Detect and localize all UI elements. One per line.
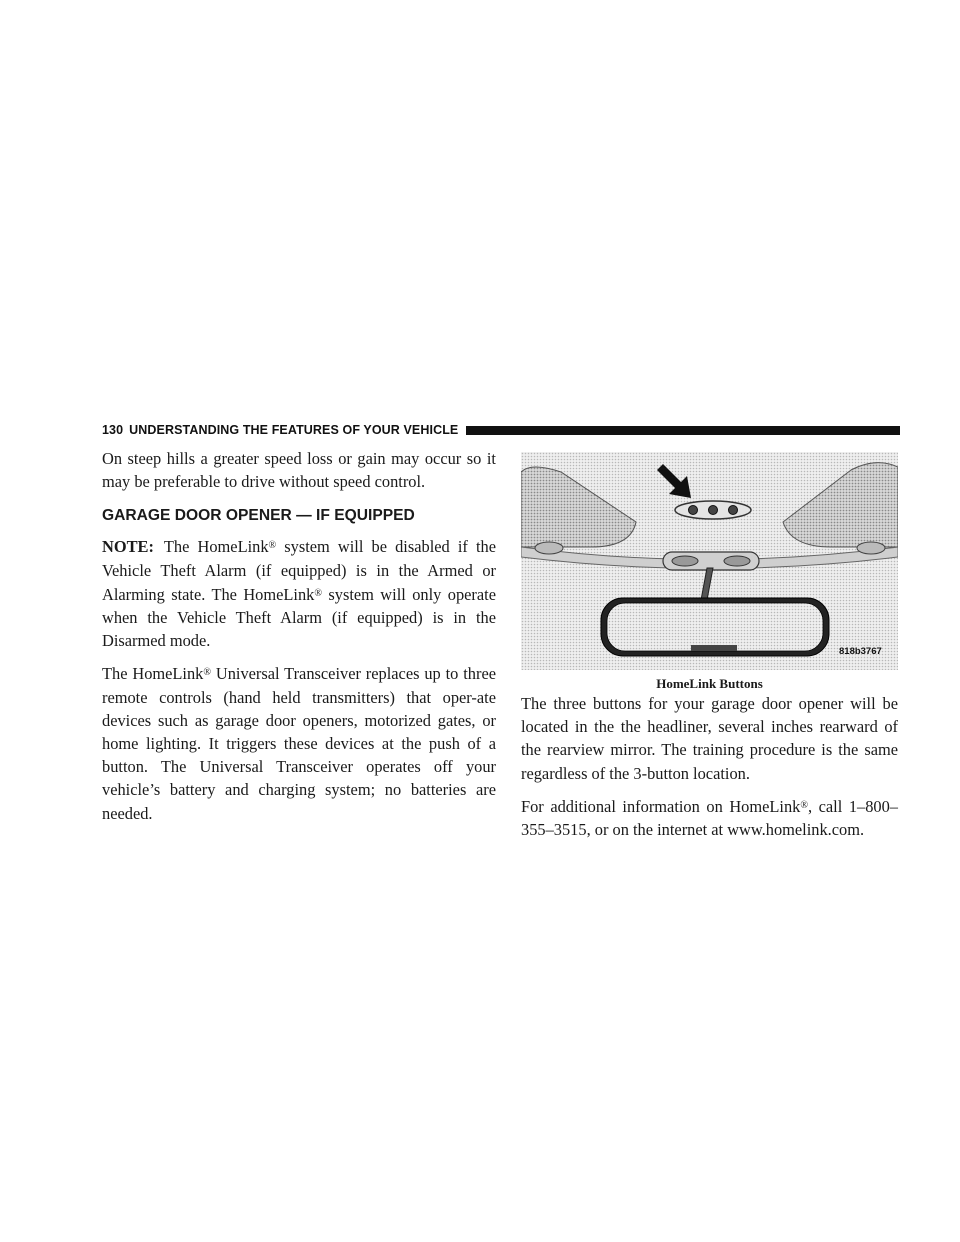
note-text-3: system will only operate when the Vehicle Theft Alarm (if equipped) is in the Disarmed mode. [102, 584, 496, 651]
homelink-button-3 [729, 506, 738, 515]
page-header [102, 422, 900, 438]
right-column [521, 692, 898, 850]
buttons-location-paragraph: The three buttons for your garage door opener will be located in the the headliner, several inches rearward of the rearview mirror. The training procedure is the same regardless of the 3-button location. [521, 694, 898, 783]
section-title: UNDERSTANDING THE FEATURES OF YOUR VEHICLE [129, 423, 459, 437]
intro-paragraph: On steep hills a greater speed loss or gain may occur so it may be preferable to drive without speed control. [102, 449, 496, 492]
para2-text-1: The HomeLink [102, 664, 204, 684]
homelink-button-2 [709, 506, 718, 515]
section-heading: GARAGE DOOR OPENER — IF EQUIPPED [102, 507, 415, 525]
registered-mark: ® [268, 540, 277, 552]
info-text-1: For additional information on HomeLink [521, 796, 801, 816]
note-label: NOTE: [102, 537, 154, 557]
info-text-2: , call 1–800– 355–3515, or on the internet at www.homelink.com. [521, 796, 898, 840]
page-number: 130 [102, 423, 124, 437]
additional-info-paragraph [521, 794, 898, 841]
registered-mark: ® [203, 667, 211, 679]
registered-mark: ® [314, 587, 322, 599]
note-paragraph [102, 534, 496, 652]
figure-caption: HomeLink Buttons [656, 676, 763, 691]
figure-code: 818b3767 [839, 646, 882, 657]
left-column [102, 447, 496, 834]
homelink-button-1 [689, 506, 698, 515]
note-text-1: The HomeLink [163, 537, 269, 557]
para2-text-2: Universal Transceiver replaces up to three remote controls (hand held transmitters) that oper-ate devices such as garage door openers, motorized gates, or home lighting. It triggers these devices at the push of a button. The Universal Transceiver operates off your vehicle’s battery and charging system; no batteries are needed. [102, 664, 496, 823]
headliner-illustration [521, 452, 898, 670]
transceiver-paragraph [102, 661, 496, 824]
homelink-figure [521, 452, 898, 670]
registered-mark: ® [800, 799, 808, 811]
note-text-2: system will be disabled if the Vehicle Theft Alarm (if equipped) is in the Armed or Alarming state. The HomeLink [102, 537, 496, 604]
header-rule [466, 426, 900, 435]
